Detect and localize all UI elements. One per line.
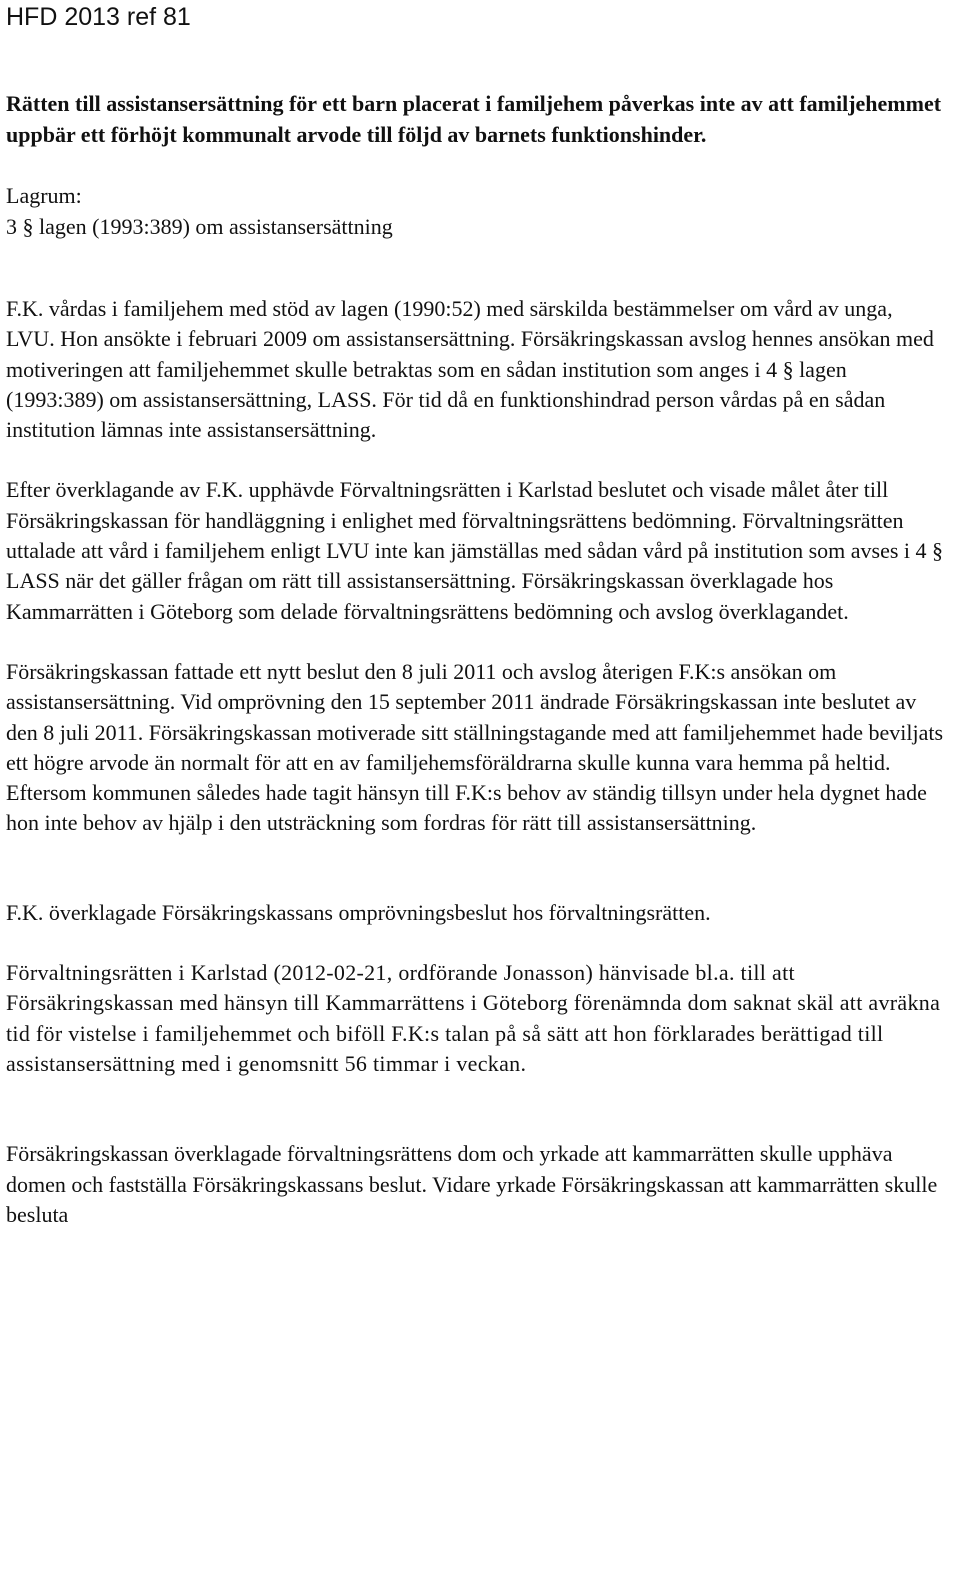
- paragraph-further-appeal: Försäkringskassan överklagade förvaltningsrättens dom och yrkade att kammarrätten skulle upphäva domen och fastställa Försäkringskassans beslut. Vidare yrkade Försäkringskassan att kammarrätten skulle besluta: [6, 1141, 938, 1227]
- paragraph-background: F.K. vårdas i familjehem med stöd av lagen (1990:52) med särskilda bestämmelser om vård av unga, LVU. Hon ansökte i februari 2009 om assistansersättning. Försäkringskassan avslog hennes ansökan med motiveringen att familjehemmet skulle betraktas som en sådan institution som anges i 4 § lagen (1993:389) om assistansersättning, LASS. För tid då en funktionshindrad person vårdas på en sådan institution lämnas inte assistansersättning.: [6, 296, 934, 443]
- lagrum-section: [6, 181, 946, 242]
- lagrum-label: Lagrum:: [6, 183, 82, 208]
- document-title: HFD 2013 ref 81: [6, 3, 191, 31]
- paragraph-appeal: F.K. överklagade Försäkringskassans omprövningsbeslut hos förvaltningsrätten.: [6, 899, 711, 925]
- paragraph-appeal-history: Efter överklagande av F.K. upphävde Förvaltningsrätten i Karlstad beslutet och visade målet åter till Försäkringskassan för handläggning i enlighet med förvaltningsrättens bedömning. Förvaltningsrätten uttalade att vård i familjehem enligt LVU inte kan jämställas med sådan vård på institution som avses i 4 § LASS när det gäller frågan om rätt till assistansersättning. Försäkringskassan överklagade hos Kammarrätten i Göteborg som delade förvaltningsrättens bedömning och avslog överklagandet.: [6, 477, 944, 624]
- lagrum-reference: 3 § lagen (1993:389) om assistansersättning: [6, 213, 393, 239]
- case-summary: Rätten till assistansersättning för ett barn placerat i familjehem påverkas inte av att familjehemmet uppbär ett förhöjt kommunalt arvode till följd av barnets funktionshinder.: [6, 91, 942, 147]
- paragraph-court-ruling: Förvaltningsrätten i Karlstad (2012-02-21, ordförande Jonasson) hänvisade bl.a. till att Försäkringskassan med hänsyn till Kammarrättens i Göteborg förenämnda dom saknat skäl att avräkna tid för vistelse i familjehemmet och biföll F.K:s talan på så sätt att hon förklarades berättigad till assistansersättning med i genomsnitt 56 timmar i veckan.: [6, 960, 941, 1076]
- paragraph-new-decision: Försäkringskassan fattade ett nytt beslut den 8 juli 2011 och avslog återigen F.K:s ansökan om assistansersättning. Vid omprövning den 15 september 2011 ändrade Försäkringskassan inte beslutet av den 8 juli 2011. Försäkringskassan motiverade sitt ställningstagande med att familjehemmet hade beviljats ett högre arvode än normalt för att en av familjehemsföräldrarna skulle kunna vara hemma på heltid. Eftersom kommunen således hade tagit hänsyn till F.K:s behov av ständig tillsyn under hela dygnet hade hon inte behov av hjälp i den utsträckning som fordras för rätt till assistansersättning.: [6, 658, 944, 836]
- document-page: [6, 0, 946, 1230]
